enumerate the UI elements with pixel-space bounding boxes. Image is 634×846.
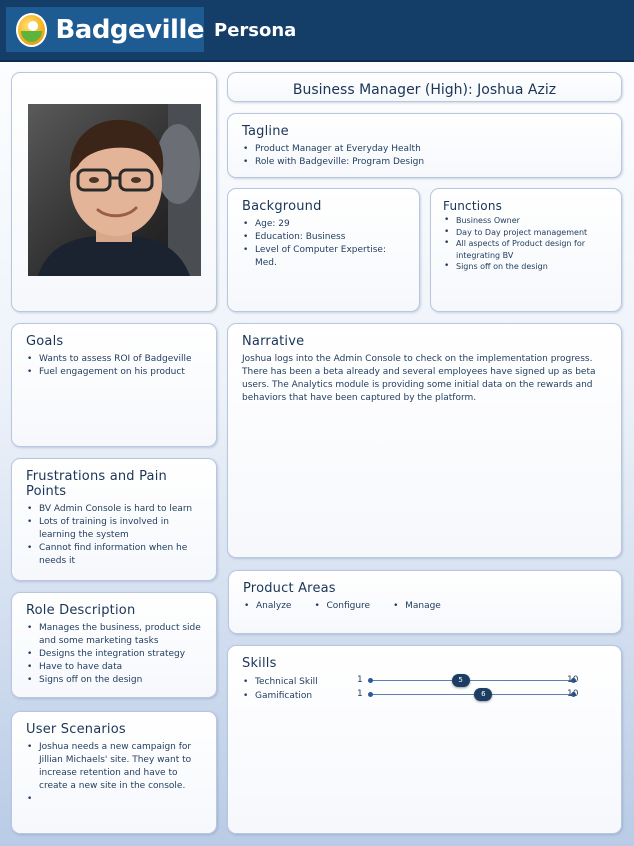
functions-list bbox=[443, 215, 609, 273]
skill-slider-track bbox=[370, 690, 574, 698]
header-bar bbox=[0, 0, 634, 62]
portrait-image bbox=[28, 104, 201, 276]
list-item: • Signs off on the design bbox=[443, 261, 609, 273]
scale-max-label: 10 bbox=[567, 689, 579, 699]
goals-list bbox=[26, 353, 202, 379]
narrative-text: Joshua logs into the Admin Console to check on the implementation progress. There has been a beta already and several employees have signed up as beta users. The Analytics module is providing some initial data on the rewards and behaviors that have been captured by the platform. bbox=[242, 354, 596, 403]
tagline-heading: Tagline bbox=[242, 124, 289, 139]
brand-logo[interactable] bbox=[6, 7, 204, 52]
frustrations-card bbox=[11, 458, 217, 581]
list-item: • Fuel engagement on his product bbox=[26, 366, 202, 379]
background-heading: Background bbox=[242, 199, 322, 214]
scenarios-heading: User Scenarios bbox=[26, 722, 126, 737]
narrative-heading: Narrative bbox=[242, 334, 305, 349]
user-scenarios-card bbox=[11, 711, 217, 834]
frustrations-heading: Frustrations and Pain Points bbox=[26, 469, 167, 499]
skill-slider-knob[interactable]: 5 bbox=[452, 674, 470, 687]
frustrations-list bbox=[26, 503, 202, 568]
product-areas-card bbox=[228, 570, 622, 634]
skills-heading: Skills bbox=[242, 656, 277, 671]
list-item: • Product Manager at Everyday Health bbox=[242, 143, 607, 156]
scale-min-label: 1 bbox=[357, 689, 363, 699]
tagline-list bbox=[242, 143, 607, 169]
page-title: Persona bbox=[214, 20, 297, 41]
list-item: • Wants to assess ROI of Badgeville bbox=[26, 353, 202, 366]
list-item: • Configure bbox=[313, 600, 370, 613]
list-item: • Cannot find information when he needs it bbox=[26, 542, 202, 568]
persona-name: Business Manager (High): Joshua Aziz bbox=[292, 82, 557, 98]
scale-min-label: 1 bbox=[357, 675, 363, 685]
list-item: • Manages the business, product side and some marketing tasks bbox=[26, 622, 202, 648]
list-item: • Age: 29 bbox=[242, 218, 405, 231]
list-item: • BV Admin Console is hard to learn bbox=[26, 503, 202, 516]
logo-text: Badgeville bbox=[55, 14, 204, 45]
list-item: • Business Owner bbox=[443, 215, 609, 227]
list-item: • Manage bbox=[392, 600, 441, 613]
skill-row bbox=[242, 691, 622, 705]
list-item: • Designs the integration strategy bbox=[26, 648, 202, 661]
scenarios-list bbox=[26, 741, 202, 793]
list-item: • Analyze bbox=[243, 600, 291, 613]
persona-name-card bbox=[227, 72, 622, 102]
persona-photo bbox=[28, 104, 201, 276]
narrative-card bbox=[227, 323, 622, 558]
list-item: • All aspects of Product design for integrating BV bbox=[443, 238, 609, 261]
list-item: • Level of Computer Expertise: Med. bbox=[242, 244, 405, 270]
skill-slider-knob[interactable]: 6 bbox=[474, 688, 492, 701]
skill-name: • Gamification bbox=[242, 691, 312, 701]
product-areas-list bbox=[243, 600, 607, 613]
list-item: • Signs off on the design bbox=[26, 674, 202, 687]
scale-max-label: 10 bbox=[567, 675, 579, 685]
tagline-card bbox=[227, 113, 622, 178]
role-description-card bbox=[11, 592, 217, 698]
list-item: • Day to Day project management bbox=[443, 227, 609, 239]
skills-card bbox=[227, 645, 622, 834]
functions-heading: Functions bbox=[443, 199, 503, 213]
skill-slider-track bbox=[370, 676, 574, 684]
skill-row bbox=[242, 677, 622, 691]
background-list bbox=[242, 218, 405, 270]
goals-heading: Goals bbox=[26, 334, 64, 349]
badgeville-logo-icon bbox=[16, 13, 47, 47]
role-heading: Role Description bbox=[26, 603, 136, 618]
list-item: • Joshua needs a new campaign for Jillian Michaels' site. They want to increase retention and have to create a new site in the console. bbox=[26, 741, 202, 793]
product-areas-heading: Product Areas bbox=[243, 581, 336, 596]
goals-card bbox=[11, 323, 217, 447]
functions-card bbox=[430, 188, 622, 312]
list-item: • Role with Badgeville: Program Design bbox=[242, 156, 607, 169]
role-list bbox=[26, 622, 202, 687]
list-item: • Education: Business bbox=[242, 231, 405, 244]
background-card bbox=[227, 188, 420, 312]
list-item: • Lots of training is involved in learning the system bbox=[26, 516, 202, 542]
list-item: • Have to have data bbox=[26, 661, 202, 674]
skill-name: • Technical Skill bbox=[242, 677, 318, 687]
